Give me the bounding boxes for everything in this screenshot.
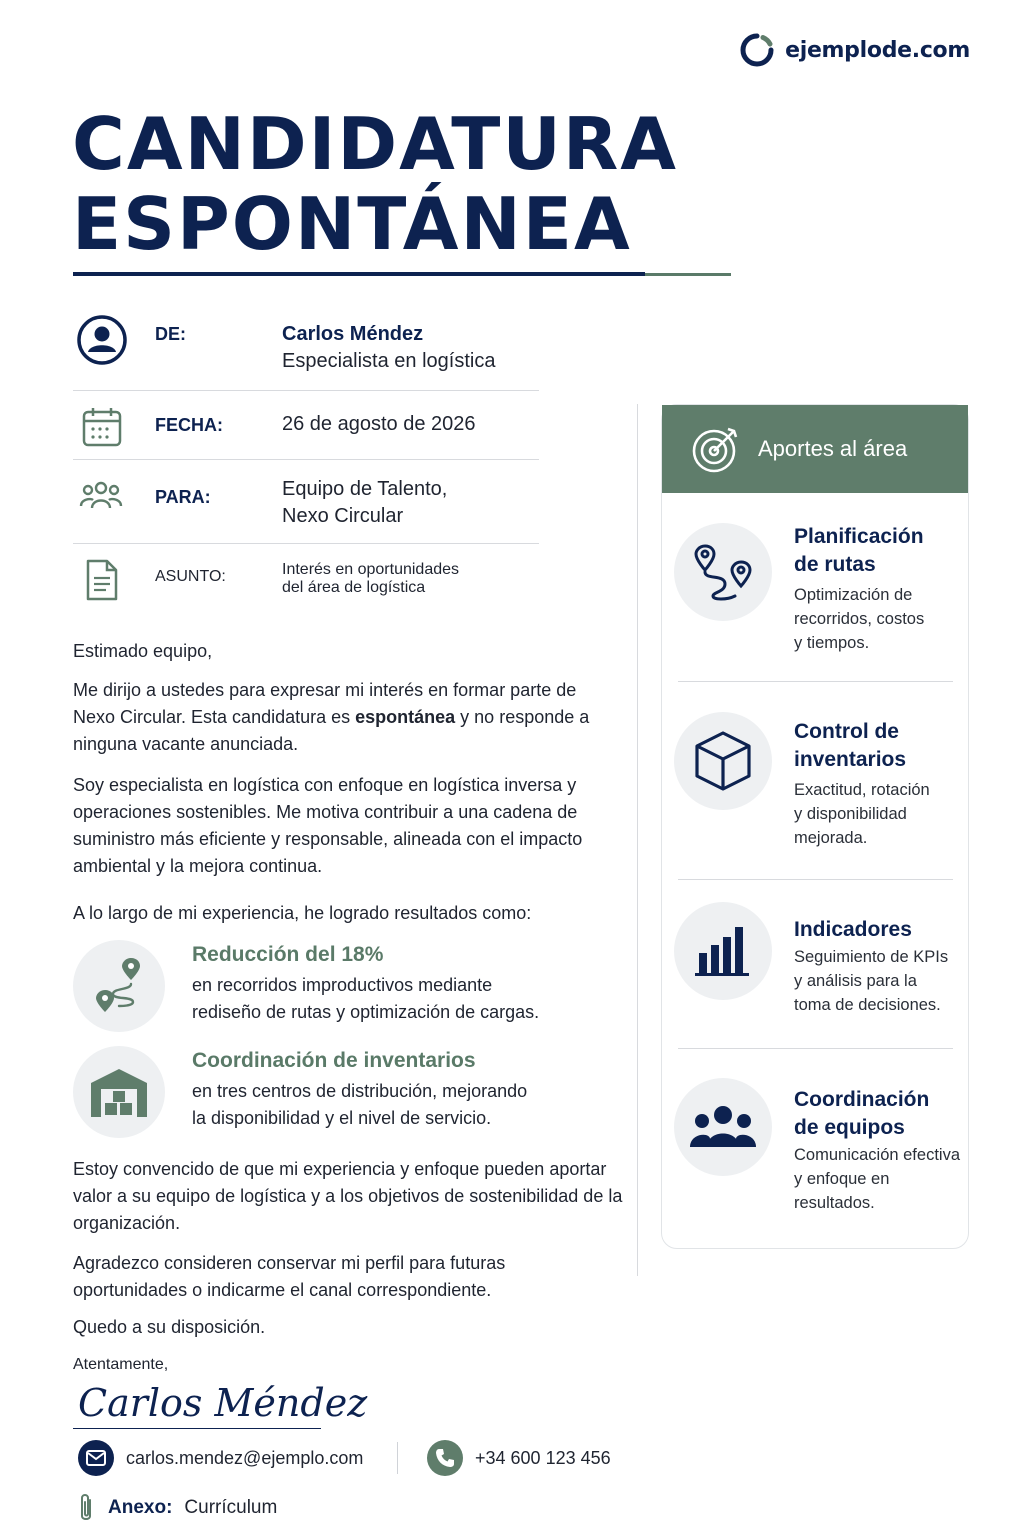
achievement-1	[73, 940, 623, 1032]
title-line-2: ESPONTÁNEA	[72, 182, 632, 266]
logo-text: ejemplode.com	[785, 37, 970, 63]
card-teams-icon-circle	[674, 1078, 772, 1176]
paragraph-4: Estoy convencido de que mi experiencia y enfoque pueden aportar valor a su equipo de logística y a los objetivos de sostenibilidad de la organización.	[73, 1159, 623, 1233]
meta-row-subject	[73, 544, 539, 630]
team-icon	[690, 1103, 756, 1151]
card-inventory-desc-3: mejorada.	[794, 829, 868, 847]
card-teams-desc-3: resultados.	[794, 1194, 875, 1212]
letter-meta	[73, 304, 539, 630]
card-inventory-title-l1: Control de	[794, 720, 899, 743]
paperclip-icon	[76, 1492, 96, 1524]
greeting: Estimado equipo,	[73, 641, 213, 661]
annex-value: Currículum	[184, 1497, 278, 1518]
paragraph-1	[73, 677, 623, 758]
panel-header	[662, 405, 968, 493]
card-separator	[678, 1048, 953, 1049]
group-icon	[79, 478, 123, 512]
recipient-company: Nexo Circular	[282, 505, 404, 527]
achievement-2-icon-circle	[73, 1046, 165, 1138]
card-teams-desc-1: Comunicación efectiva	[794, 1146, 960, 1164]
card-routes-desc-1: Optimización de	[794, 586, 913, 604]
paragraph-6: Quedo a su disposición.	[73, 1317, 266, 1337]
contact-divider	[397, 1442, 398, 1474]
bar-chart-icon	[695, 925, 751, 977]
logo-ring-icon	[739, 32, 775, 68]
card-teams-title-l2: de equipos	[794, 1116, 905, 1139]
card-inventory-desc	[794, 778, 966, 850]
panel-title: Aportes al área	[758, 436, 908, 461]
card-teams-desc	[794, 1143, 966, 1215]
card-routes-title-l1: Planificación	[794, 525, 924, 548]
card-routes-icon-circle	[674, 523, 772, 621]
achievement-1-desc	[192, 972, 612, 1026]
achievement-2-line-1: en tres centros de distribución, mejorando	[192, 1081, 528, 1101]
meta-to-label: PARA:	[155, 487, 211, 507]
card-teams-title-l1: Coordinación	[794, 1088, 930, 1111]
contact-email[interactable]	[78, 1440, 363, 1476]
sender-role: Especialista en logística	[282, 350, 496, 372]
calendar-icon	[81, 406, 123, 448]
page-title	[72, 104, 678, 264]
panel-card-routes	[662, 523, 968, 663]
card-teams-title	[794, 1086, 964, 1142]
meta-from-value	[282, 321, 495, 375]
signature	[76, 1372, 368, 1430]
card-routes-desc-2: recorridos, costos	[794, 610, 925, 628]
card-routes-desc	[794, 583, 966, 655]
card-kpis-desc-1: Seguimiento de KPIs	[794, 948, 949, 966]
title-line-1: CANDIDATURA	[72, 102, 679, 186]
subject-line-2: del área de logística	[282, 579, 426, 596]
email-icon	[86, 1450, 106, 1466]
document-icon	[85, 558, 119, 602]
subject-line-1: Interés en oportunidades	[282, 561, 460, 578]
achievement-2	[73, 1046, 623, 1138]
card-kpis-desc	[794, 945, 966, 1017]
panel-card-inventory	[662, 712, 968, 862]
achievement-1-line-1: en recorridos improductivos mediante	[192, 975, 493, 995]
card-kpis-title-l1: Indicadores	[794, 918, 912, 941]
card-routes-desc-3: y tiempos.	[794, 634, 870, 652]
card-inventory-icon-circle	[674, 712, 772, 810]
meta-row-to	[73, 460, 539, 544]
column-divider	[637, 404, 638, 1276]
card-inventory-title	[794, 718, 964, 774]
paragraph-1-bold: espontánea	[355, 707, 456, 727]
panel-card-kpis	[662, 902, 968, 1042]
email-text[interactable]: carlos.mendez@ejemplo.com	[126, 1447, 364, 1468]
title-underline	[73, 272, 645, 276]
achievement-1-icon-circle	[73, 940, 165, 1032]
card-routes-title-l2: de rutas	[794, 553, 876, 576]
card-inventory-desc-1: Exactitud, rotación	[794, 781, 930, 799]
annex	[76, 1492, 277, 1524]
panel-card-teams	[662, 1078, 968, 1228]
svg-text:Carlos Méndez: Carlos Méndez	[78, 1381, 368, 1425]
paragraph-1-start: Me dirijo a ustedes para expresar mi interés en formar parte de Nexo Circular. Esta candidatura es	[73, 680, 577, 727]
card-separator	[678, 681, 953, 682]
card-inventory-desc-2: y disponibilidad	[794, 805, 907, 823]
phone-icon-circle	[427, 1440, 463, 1476]
meta-to-value	[282, 476, 447, 530]
email-icon-circle	[78, 1440, 114, 1476]
meta-row-date	[73, 391, 539, 460]
achievement-2-desc	[192, 1078, 612, 1132]
meta-row-from	[73, 304, 539, 391]
site-logo	[739, 32, 970, 68]
route-icon	[91, 954, 147, 1018]
box-icon	[693, 729, 753, 793]
card-kpis-desc-2: y análisis para la	[794, 972, 917, 990]
warehouse-icon	[89, 1065, 149, 1119]
signature-line	[73, 1428, 321, 1429]
phone-text[interactable]: +34 600 123 456	[475, 1447, 611, 1468]
map-pins-route-icon	[691, 542, 755, 602]
paragraph-3: A lo largo de mi experiencia, he logrado resultados como:	[73, 903, 532, 923]
meta-subject-label: ASUNTO:	[155, 568, 226, 585]
achievement-2-title: Coordinación de inventarios	[192, 1049, 476, 1072]
card-inventory-title-l2: inventarios	[794, 748, 907, 771]
card-routes-title	[794, 523, 964, 579]
contributions-panel	[661, 404, 969, 1249]
achievement-1-title: Reducción del 18%	[192, 943, 384, 966]
card-kpis-title	[794, 916, 964, 944]
meta-date-label: FECHA:	[155, 415, 223, 435]
achievement-2-line-2: la disponibilidad y el nivel de servicio.	[192, 1108, 492, 1128]
card-separator	[678, 879, 953, 880]
sender-name: Carlos Méndez	[282, 323, 424, 345]
annex-label: Anexo:	[108, 1497, 173, 1518]
achievement-1-line-2: rediseño de rutas y optimización de cargas.	[192, 1002, 540, 1022]
meta-from-label: DE:	[155, 324, 186, 344]
title-underline-accent	[645, 273, 731, 276]
card-kpis-desc-3: toma de decisiones.	[794, 996, 941, 1014]
card-teams-desc-2: y enfoque en	[794, 1170, 890, 1188]
paragraph-5: Agradezco consideren conservar mi perfil para futuras oportunidades o indicarme el canal correspondiente.	[73, 1253, 506, 1300]
contact-phone[interactable]	[427, 1440, 611, 1476]
phone-icon	[435, 1448, 455, 1468]
user-icon	[76, 314, 128, 366]
paragraph-2: Soy especialista en logística con enfoque en logística inversa y operaciones sostenibles. Me motiva contribuir a una cadena de suministro más eficiente y responsable, alineada con el impacto ambiental y la mejora continua.	[73, 775, 583, 876]
recipient-team: Equipo de Talento,	[282, 478, 448, 500]
meta-date-value: 26 de agosto de 2026	[282, 413, 476, 435]
meta-subject-value	[282, 561, 459, 597]
card-kpis-icon-circle	[674, 902, 772, 1000]
target-icon	[690, 423, 742, 475]
closing: Atentamente,	[73, 1356, 169, 1373]
paragraph-1-end: y no responde a ninguna vacante anunciada.	[73, 707, 590, 754]
